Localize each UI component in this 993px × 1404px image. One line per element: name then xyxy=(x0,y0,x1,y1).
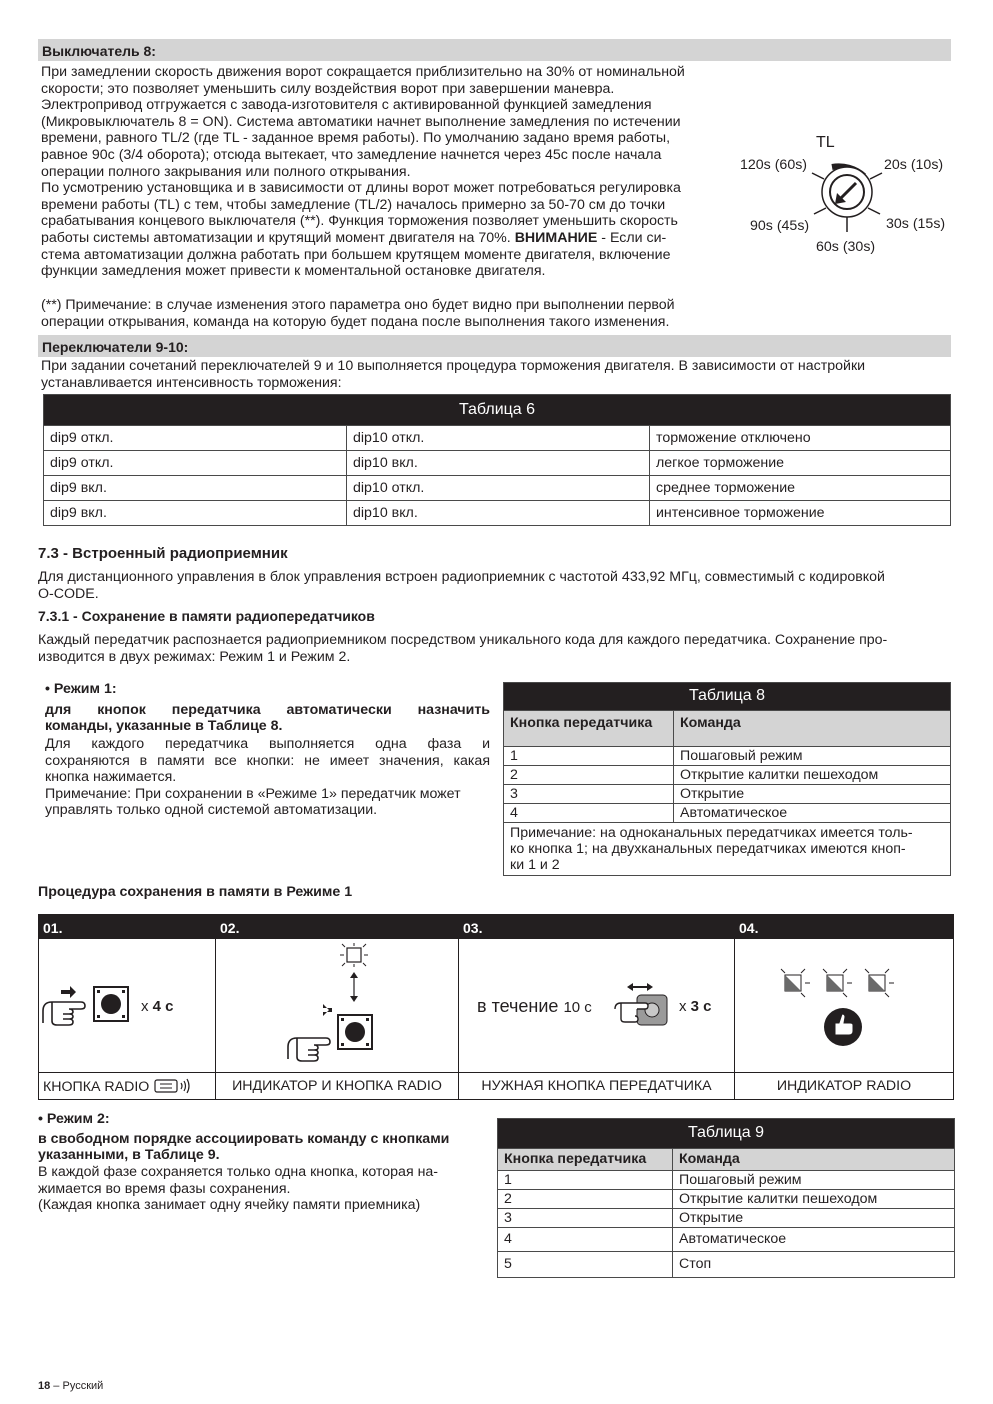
section-7-3-text xyxy=(38,569,954,602)
duration-value: 10 с xyxy=(563,999,592,1016)
table-row xyxy=(498,1252,955,1278)
table-cell: dip10 вкл. xyxy=(347,451,650,476)
table-6-title: Таблица 6 xyxy=(44,395,951,426)
text-line: - Если си- xyxy=(597,229,667,246)
step-02-caption: ИНДИКАТОР И КНОПКА RADIO xyxy=(216,1072,458,1099)
text-line: времени, равного TL/2 (где TL - заданное время работы). По умолчанию задано время работы, xyxy=(41,130,671,147)
dial-graphic xyxy=(736,132,956,262)
text-line: (Каждая кнопка занимает одну ячейку памяти приемника) xyxy=(38,1197,421,1214)
table-cell: 3 xyxy=(498,1209,673,1228)
table-row xyxy=(44,451,951,476)
procedure-title: Процедура сохранения в памяти в Режиме 1 xyxy=(38,884,353,900)
text-line: Электропривод отгружается с завода-изготовителя с активированной функцией замедления xyxy=(41,97,652,114)
table-cell: 4 xyxy=(498,1228,673,1252)
table-cell: Открытие xyxy=(673,1209,955,1228)
table-cell: Автоматическое xyxy=(673,1228,955,1252)
table-8-title: Таблица 8 xyxy=(504,683,951,711)
page-number: 18 xyxy=(38,1380,51,1392)
text-line: Примечание: При сохранении в «Режиме 1» передатчик может xyxy=(45,785,461,802)
table-8-col-command: Команда xyxy=(674,711,951,747)
table-9 xyxy=(497,1118,955,1278)
mode2-title: • Режим 2: xyxy=(38,1111,110,1127)
page-footer xyxy=(38,1378,103,1395)
dial-label-30s: 30s (15s) xyxy=(886,216,946,232)
text-line: O-CODE. xyxy=(38,585,99,602)
switch9-10-header: Переключатели 9-10: xyxy=(38,335,951,357)
multiplier-prefix: x xyxy=(679,998,691,1015)
table-row xyxy=(498,1190,955,1209)
table-cell: Открытие xyxy=(674,785,951,804)
table-cell: dip10 вкл. xyxy=(347,501,650,526)
step-03-duration xyxy=(477,998,592,1017)
table-8 xyxy=(503,682,951,876)
footer-language: Русский xyxy=(62,1380,104,1392)
note-line: (**) Примечание: в случае изменения этого параметра оно будет видно при выполнении первой xyxy=(41,297,675,313)
table-8-note xyxy=(504,823,951,876)
multiplier-value: 3 с xyxy=(690,998,712,1015)
text-line: операции полного закрывания или полного открывания. xyxy=(41,163,411,180)
caption-text: КНОПКА RADIO xyxy=(43,1079,150,1095)
step-number: 02. xyxy=(216,915,458,939)
procedure-steps xyxy=(38,914,954,1100)
table-cell: dip9 вкл. xyxy=(44,476,347,501)
text-line: По усмотрению установщика и в зависимости от длины ворот может потребоваться регулировка xyxy=(41,180,681,197)
table-cell: торможение отключено xyxy=(650,426,951,451)
table-8-header-row xyxy=(504,711,951,747)
step-01 xyxy=(39,915,216,1099)
note-line: ки 1 и 2 xyxy=(510,857,560,873)
table-9-col-button: Кнопка передатчика xyxy=(498,1149,673,1171)
table-9-header-row xyxy=(498,1149,955,1171)
step-01-caption xyxy=(39,1072,215,1099)
step-03-multiplier xyxy=(679,999,712,1016)
switch8-note xyxy=(41,297,731,330)
section-7-3-1-title: 7.3.1 - Сохранение в памяти радиопередатчиков xyxy=(38,608,375,624)
step-04 xyxy=(735,915,953,1099)
table-row xyxy=(504,766,951,785)
text-line: При задании сочетаний переключателей 9 и 10 выполняется процедура торможения двигателя. В зависимости от настройки xyxy=(41,358,866,374)
table-6 xyxy=(43,394,951,526)
switch8-header: Выключатель 8: xyxy=(38,39,951,61)
mode2-bold-line-2: указанными, в Таблице 9. xyxy=(38,1147,220,1163)
step-number: 03. xyxy=(459,915,734,939)
step-02 xyxy=(216,915,459,1099)
table-cell: 1 xyxy=(504,747,674,766)
table-cell: 5 xyxy=(498,1252,673,1278)
table-cell: dip9 вкл. xyxy=(44,501,347,526)
table-row xyxy=(498,1209,955,1228)
table-cell: dip9 откл. xyxy=(44,451,347,476)
table-cell: Открытие калитки пешеходом xyxy=(673,1190,955,1209)
dial-title: TL xyxy=(816,134,835,151)
table-cell: интенсивное торможение xyxy=(650,501,951,526)
mode1-text xyxy=(45,736,490,819)
step-number: 04. xyxy=(735,915,953,939)
warning-label: ВНИМАНИЕ xyxy=(514,229,598,246)
table-cell: 2 xyxy=(504,766,674,785)
dial-label-20s: 20s (10s) xyxy=(884,157,944,173)
radio-button-icon xyxy=(153,1078,195,1094)
mode2-bold-line-1: в свободном порядке ассоциировать команду с кнопками xyxy=(38,1131,450,1147)
text-line: изводится в двух режимах: Режим 1 и Режим 2. xyxy=(38,648,351,665)
dial-label-120s: 120s (60s) xyxy=(740,157,808,173)
mode2-text xyxy=(38,1164,483,1214)
note-line: ко кнопка 1; на двухканальных передатчиках имеются кноп- xyxy=(510,841,906,857)
step-03 xyxy=(459,915,735,1099)
table-cell: легкое торможение xyxy=(650,451,951,476)
led-blinking-icon xyxy=(777,959,917,1049)
text-line: функции замедления может привести к моментальной остановке двигателя. xyxy=(41,263,546,280)
text-line: равное 90с (3/4 оборота); отсюда вытекает, что замедление начнется через 45с после начала xyxy=(41,146,662,163)
mode1-bold-line-1: для кнопок передатчика автоматически назначить xyxy=(45,702,490,718)
table-row xyxy=(498,1228,955,1252)
dial-label-90s: 90s (45s) xyxy=(750,218,810,234)
table-9-title: Таблица 9 xyxy=(498,1119,955,1149)
table-cell: Пошаговый режим xyxy=(673,1171,955,1190)
table-row xyxy=(504,747,951,766)
table-cell: среднее торможение xyxy=(650,476,951,501)
table-cell: Пошаговый режим xyxy=(674,747,951,766)
table-cell: Стоп xyxy=(673,1252,955,1278)
multiplier-prefix: x xyxy=(141,998,153,1015)
table-9-col-command: Команда xyxy=(673,1149,955,1171)
table-cell: 2 xyxy=(498,1190,673,1209)
text-line: Для дистанционного управления в блок управления встроен радиоприемник с частотой 433,92 МГц, совместимый с кодировкой xyxy=(38,569,885,585)
note-line: Примечание: на одноканальных передатчиках имеется толь- xyxy=(510,825,913,841)
text-line: устанавливается интенсивность торможения: xyxy=(41,374,342,391)
table-cell: dip10 откл. xyxy=(347,476,650,501)
table-row xyxy=(44,426,951,451)
table-cell: dip9 откл. xyxy=(44,426,347,451)
switch9-10-text xyxy=(41,358,951,391)
table-cell: Открытие калитки пешеходом xyxy=(674,766,951,785)
section-7-3-1-text xyxy=(38,632,954,665)
tl-dial-diagram xyxy=(736,132,956,262)
text-line: (Микровыключатель 8 = ON). Система автоматики начнет выполнение замедления по истечении xyxy=(41,113,681,130)
text-line: жимается во время фазы сохранения. xyxy=(38,1180,291,1197)
text-line: стема автоматизации должна работать при большем крутящем моменте двигателя, включение xyxy=(41,246,671,263)
duration-prefix: в течение xyxy=(477,996,559,1016)
table-cell: 4 xyxy=(504,804,674,823)
text-line: кнопка нажимается. xyxy=(45,769,177,786)
table-cell: Автоматическое xyxy=(674,804,951,823)
multiplier-value: 4 c xyxy=(152,998,174,1015)
table-cell: dip10 откл. xyxy=(347,426,650,451)
switch8-text xyxy=(41,64,731,280)
table-row xyxy=(504,804,951,823)
dial-label-60s: 60s (30s) xyxy=(816,239,876,255)
text-line: работы системы автоматизации и крутящий момент двигателя на 70%. xyxy=(41,229,511,246)
step-01-multiplier xyxy=(141,999,174,1016)
text-line: сохраняются в памяти все кнопки: не имеет значения, какая xyxy=(45,752,490,769)
table-row xyxy=(504,785,951,804)
table-8-note-row xyxy=(504,823,951,876)
table-row xyxy=(44,501,951,526)
transmitter-button-press-icon xyxy=(611,981,671,1031)
table-row xyxy=(44,476,951,501)
table-row xyxy=(498,1171,955,1190)
text-line: Каждый передатчик распознается радиоприемником посредством уникального кода для каждого передатчика. Сохранение про- xyxy=(38,632,888,648)
step-04-caption: ИНДИКАТОР RADIO xyxy=(735,1072,953,1099)
text-line: Для каждого передатчика выполняется одна фаза и xyxy=(45,736,490,752)
text-line: управлять только одной системой автоматизации. xyxy=(45,802,378,819)
mode1-bold-line-2: команды, указанные в Таблице 8. xyxy=(45,718,283,734)
led-and-radio-button-icon xyxy=(286,943,396,1067)
table-cell: 3 xyxy=(504,785,674,804)
text-line: скорости; это позволяет уменьшить силу воздействия ворот при завершении маневра. xyxy=(41,80,615,97)
hand-press-button-icon xyxy=(41,981,131,1027)
step-number: 01. xyxy=(39,915,215,939)
footer-separator: – xyxy=(50,1380,63,1392)
text-line: срабатывания концевого выключателя (**). Функция торможения позволяет уменьшить скорость xyxy=(41,213,678,230)
table-8-col-button: Кнопка передатчика xyxy=(504,711,674,747)
text-line: При замедлении скорость движения ворот сокращается приблизительно на 30% от номинальной xyxy=(41,64,685,80)
table-cell: 1 xyxy=(498,1171,673,1190)
text-line: В каждой фазе сохраняется только одна кнопка, которая на- xyxy=(38,1164,439,1180)
mode1-title: • Режим 1: xyxy=(45,681,117,697)
text-line-warning xyxy=(41,230,731,247)
section-7-3-title: 7.3 - Встроенный радиоприемник xyxy=(38,545,288,562)
text-line: времени работы (TL) с тем, чтобы замедление (TL/2) началось примерно за 50-70 см до точки xyxy=(41,196,666,213)
step-03-caption: НУЖНАЯ КНОПКА ПЕРЕДАТЧИКА xyxy=(459,1072,734,1099)
note-line: операции открывания, команда на которую будет подана после выполнения такого изменения. xyxy=(41,313,670,330)
